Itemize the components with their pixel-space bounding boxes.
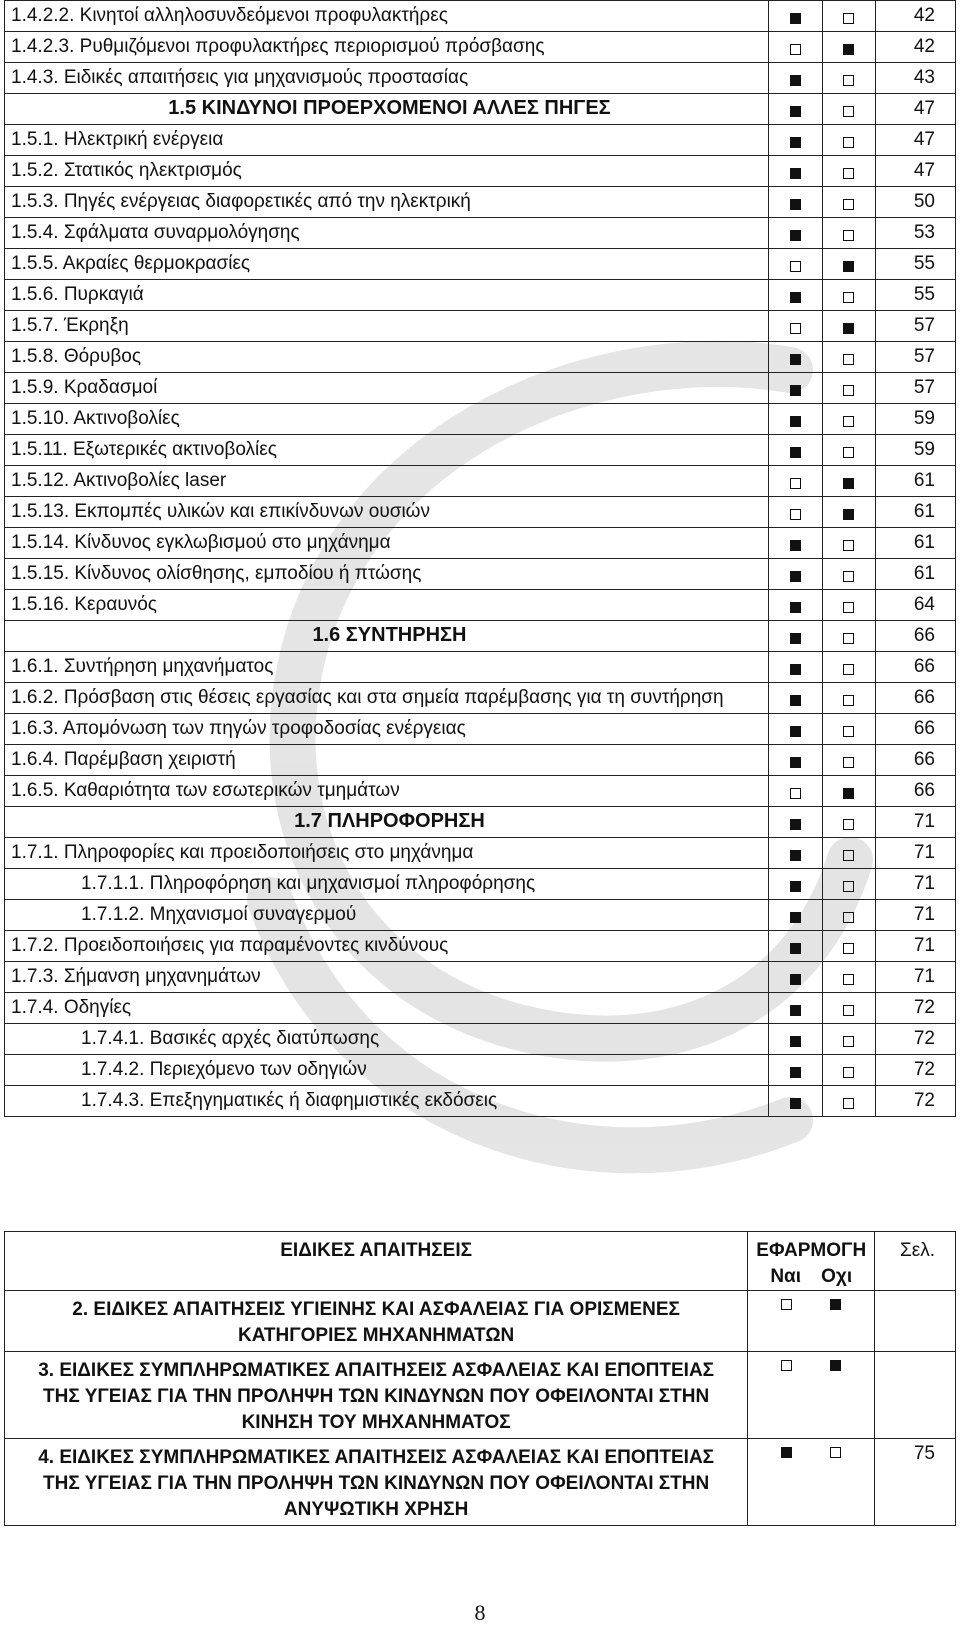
checked-box-icon	[843, 478, 854, 489]
toc-no-cell	[822, 156, 876, 187]
empty-box-icon	[790, 261, 801, 272]
toc-yes-cell	[768, 838, 822, 869]
toc-no-cell	[822, 1024, 876, 1055]
toc-row	[5, 1, 956, 32]
toc-yes-cell	[768, 1055, 822, 1086]
toc-no-cell	[822, 280, 876, 311]
toc-item-text: 1.7.4. Οδηγίες	[5, 993, 769, 1024]
toc-yes-cell	[768, 156, 822, 187]
toc-page-number: 57	[876, 373, 956, 404]
toc-item-text: 1.4.2.3. Ρυθμιζόμενοι προφυλακτήρες περιορισμού πρόσβασης	[5, 32, 769, 63]
empty-box-icon	[843, 695, 854, 706]
toc-item-text: 1.5.5. Ακραίες θερμοκρασίες	[5, 249, 769, 280]
toc-page-number: 66	[876, 714, 956, 745]
empty-box-icon	[843, 540, 854, 551]
checked-box-icon	[790, 602, 801, 613]
toc-item-text: 1.5.10. Ακτινοβολίες	[5, 404, 769, 435]
special-page-number	[875, 1352, 956, 1439]
checked-box-icon	[830, 1299, 841, 1310]
toc-no-cell	[822, 745, 876, 776]
toc-no-cell	[822, 683, 876, 714]
toc-yes-cell	[768, 373, 822, 404]
toc-no-cell	[822, 218, 876, 249]
toc-row	[5, 714, 956, 745]
toc-page-number: 55	[876, 249, 956, 280]
toc-row	[5, 1055, 956, 1086]
checked-box-icon	[790, 1005, 801, 1016]
toc-item-text: 1.7.4.3. Επεξηγηματικές ή διαφημιστικές εκδόσεις	[5, 1086, 769, 1117]
toc-item-text: 1.5.7. Έκρηξη	[5, 311, 769, 342]
special-requirements-table	[4, 1231, 956, 1526]
toc-item-text: 1.5.14. Κίνδυνος εγκλωβισμού στο μηχάνημα	[5, 528, 769, 559]
toc-row	[5, 776, 956, 807]
toc-no-cell	[822, 466, 876, 497]
checked-box-icon	[790, 819, 801, 830]
toc-yes-cell	[768, 1, 822, 32]
toc-page-number: 71	[876, 838, 956, 869]
toc-yes-cell	[768, 807, 822, 838]
toc-row	[5, 94, 956, 125]
checked-box-icon	[790, 850, 801, 861]
toc-no-cell	[822, 559, 876, 590]
toc-page-number: 47	[876, 125, 956, 156]
checked-box-icon	[843, 261, 854, 272]
toc-page-number: 61	[876, 559, 956, 590]
toc-row	[5, 63, 956, 94]
toc-page-number: 47	[876, 94, 956, 125]
toc-row	[5, 466, 956, 497]
toc-item-text: 1.5.2. Στατικός ηλεκτρισμός	[5, 156, 769, 187]
empty-box-icon	[843, 602, 854, 613]
checked-box-icon	[790, 168, 801, 179]
toc-item-text: 1.5.3. Πηγές ενέργειας διαφορετικές από την ηλεκτρική	[5, 187, 769, 218]
toc-row	[5, 745, 956, 776]
toc-no-cell	[822, 94, 876, 125]
empty-box-icon	[843, 447, 854, 458]
checked-box-icon	[830, 1360, 841, 1371]
empty-box-icon	[830, 1447, 841, 1458]
toc-item-text: 1.6.3. Απομόνωση των πηγών τροφοδοσίας ενέργειας	[5, 714, 769, 745]
toc-yes-cell	[768, 1024, 822, 1055]
checked-box-icon	[843, 323, 854, 334]
toc-yes-cell	[768, 497, 822, 528]
toc-no-cell	[822, 125, 876, 156]
empty-box-icon	[843, 292, 854, 303]
empty-box-icon	[790, 788, 801, 799]
toc-row	[5, 683, 956, 714]
toc-no-cell	[822, 1086, 876, 1117]
empty-box-icon	[790, 509, 801, 520]
special-page-number	[875, 1291, 956, 1352]
toc-yes-cell	[768, 993, 822, 1024]
toc-yes-cell	[768, 621, 822, 652]
empty-box-icon	[843, 633, 854, 644]
special-item-text: 4. ΕΙΔΙΚΕΣ ΣΥΜΠΛΗΡΩΜΑΤΙΚΕΣ ΑΠΑΙΤΗΣΕΙΣ ΑΣΦΑΛΕΙΑΣ ΚΑΙ ΕΠΟΠΤΕΙΑΣ ΤΗΣ ΥΓΕΙΑΣ ΓΙΑ ΤΗΝ ΠΡΟΛΗΨΗ ΤΩΝ ΚΙΝΔΥΝΩΝ ΠΟΥ ΟΦΕΙΛΟΝΤΑΙ ΣΤΗΝ ΑΝΥΨΩΤΙΚΗ ΧΡΗΣΗ	[5, 1439, 748, 1526]
toc-item-text: 1.5.12. Ακτινοβολίες laser	[5, 466, 769, 497]
toc-item-text: 1.4.2.2. Κινητοί αλληλοσυνδεόμενοι προφυλακτήρες	[5, 1, 769, 32]
toc-yes-cell	[768, 63, 822, 94]
toc-item-text: 1.5.6. Πυρκαγιά	[5, 280, 769, 311]
toc-yes-cell	[768, 1086, 822, 1117]
toc-section-heading: 1.7 ΠΛΗΡΟΦΟΡΗΣΗ	[5, 807, 769, 838]
toc-yes-cell	[768, 342, 822, 373]
toc-yes-cell	[768, 280, 822, 311]
toc-no-cell	[822, 311, 876, 342]
toc-page-number: 55	[876, 280, 956, 311]
empty-box-icon	[843, 137, 854, 148]
toc-yes-cell	[768, 528, 822, 559]
toc-item-text: 1.6.1. Συντήρηση μηχανήματος	[5, 652, 769, 683]
empty-box-icon	[843, 385, 854, 396]
toc-row	[5, 125, 956, 156]
toc-yes-cell	[768, 590, 822, 621]
checked-box-icon	[790, 540, 801, 551]
empty-box-icon	[843, 230, 854, 241]
empty-box-icon	[843, 416, 854, 427]
checked-box-icon	[781, 1447, 792, 1458]
toc-page-number: 53	[876, 218, 956, 249]
toc-item-text: 1.5.4. Σφάλματα συναρμολόγησης	[5, 218, 769, 249]
special-header-applies	[748, 1232, 875, 1291]
toc-row	[5, 218, 956, 249]
toc-page-number: 72	[876, 1055, 956, 1086]
toc-page-number: 61	[876, 497, 956, 528]
toc-no-cell	[822, 1055, 876, 1086]
toc-yes-cell	[768, 931, 822, 962]
special-row	[5, 1352, 956, 1439]
checked-box-icon	[790, 912, 801, 923]
empty-box-icon	[843, 974, 854, 985]
toc-page-number: 50	[876, 187, 956, 218]
yes-label: Ναι	[770, 1266, 802, 1287]
checked-box-icon	[790, 230, 801, 241]
empty-box-icon	[843, 757, 854, 768]
toc-yes-cell	[768, 559, 822, 590]
toc-row	[5, 32, 956, 63]
checked-box-icon	[790, 354, 801, 365]
toc-yes-cell	[768, 776, 822, 807]
toc-row	[5, 962, 956, 993]
empty-box-icon	[843, 1067, 854, 1078]
toc-row	[5, 404, 956, 435]
toc-page-number: 71	[876, 931, 956, 962]
checked-box-icon	[790, 943, 801, 954]
toc-page-number: 64	[876, 590, 956, 621]
empty-box-icon	[843, 168, 854, 179]
toc-row	[5, 1024, 956, 1055]
toc-page-number: 47	[876, 156, 956, 187]
toc-page-number: 57	[876, 311, 956, 342]
toc-page-number: 43	[876, 63, 956, 94]
toc-page-number: 66	[876, 776, 956, 807]
toc-no-cell	[822, 621, 876, 652]
toc-no-cell	[822, 962, 876, 993]
checked-box-icon	[790, 974, 801, 985]
toc-item-text: 1.5.1. Ηλεκτρική ενέργεια	[5, 125, 769, 156]
toc-no-cell	[822, 1, 876, 32]
toc-row	[5, 993, 956, 1024]
toc-yes-cell	[768, 218, 822, 249]
empty-box-icon	[843, 726, 854, 737]
checked-box-icon	[790, 1036, 801, 1047]
empty-box-icon	[843, 1005, 854, 1016]
checked-box-icon	[790, 106, 801, 117]
toc-item-text: 1.6.4. Παρέμβαση χειριστή	[5, 745, 769, 776]
checked-box-icon	[790, 416, 801, 427]
toc-row	[5, 1086, 956, 1117]
empty-box-icon	[843, 943, 854, 954]
empty-box-icon	[843, 1036, 854, 1047]
checked-box-icon	[843, 509, 854, 520]
toc-row	[5, 373, 956, 404]
toc-row	[5, 869, 956, 900]
toc-yes-cell	[768, 466, 822, 497]
toc-item-text: 1.7.1.1. Πληροφόρηση και μηχανισμοί πληροφόρησης	[5, 869, 769, 900]
empty-box-icon	[843, 571, 854, 582]
toc-page-number: 61	[876, 466, 956, 497]
toc-no-cell	[822, 714, 876, 745]
toc-item-text: 1.7.3. Σήμανση μηχανημάτων	[5, 962, 769, 993]
toc-page-number: 61	[876, 528, 956, 559]
toc-item-text: 1.5.13. Εκπομπές υλικών και επικίνδυνων ουσιών	[5, 497, 769, 528]
checked-box-icon	[790, 664, 801, 675]
toc-yes-cell	[768, 404, 822, 435]
toc-no-cell	[822, 435, 876, 466]
toc-page-number: 71	[876, 869, 956, 900]
toc-row	[5, 621, 956, 652]
toc-body	[5, 1, 956, 1117]
no-label: Οχι	[821, 1266, 853, 1287]
toc-row	[5, 342, 956, 373]
empty-box-icon	[843, 912, 854, 923]
checked-box-icon	[790, 199, 801, 210]
special-item-text: 2. ΕΙΔΙΚΕΣ ΑΠΑΙΤΗΣΕΙΣ ΥΓΙΕΙΝΗΣ ΚΑΙ ΑΣΦΑΛΕΙΑΣ ΓΙΑ ΟΡΙΣΜΕΝΕΣ ΚΑΤΗΓΟΡΙΕΣ ΜΗΧΑΝΗΜΑΤΩΝ	[5, 1291, 748, 1352]
toc-row	[5, 497, 956, 528]
checked-box-icon	[790, 292, 801, 303]
toc-row	[5, 931, 956, 962]
toc-row	[5, 280, 956, 311]
toc-page-number: 71	[876, 900, 956, 931]
toc-item-text: 1.5.15. Κίνδυνος ολίσθησης, εμποδίου ή πτώσης	[5, 559, 769, 590]
empty-box-icon	[843, 850, 854, 861]
toc-yes-cell	[768, 249, 822, 280]
toc-page-number: 66	[876, 683, 956, 714]
empty-box-icon	[843, 819, 854, 830]
checked-box-icon	[790, 75, 801, 86]
toc-page-number: 42	[876, 1, 956, 32]
empty-box-icon	[843, 75, 854, 86]
toc-row	[5, 559, 956, 590]
toc-item-text: 1.7.1. Πληροφορίες και προειδοποιήσεις στο μηχάνημα	[5, 838, 769, 869]
toc-item-text: 1.7.1.2. Μηχανισμοί συναγερμού	[5, 900, 769, 931]
toc-section-heading: 1.5 ΚΙΝΔΥΝΟΙ ΠΡΟΕΡΧΟΜΕΝΟΙ ΑΛΛΕΣ ΠΗΓΕΣ	[5, 94, 769, 125]
toc-row	[5, 156, 956, 187]
empty-box-icon	[790, 323, 801, 334]
toc-page-number: 71	[876, 807, 956, 838]
toc-yes-cell	[768, 32, 822, 63]
toc-row	[5, 311, 956, 342]
toc-row	[5, 900, 956, 931]
toc-no-cell	[822, 838, 876, 869]
empty-box-icon	[781, 1360, 792, 1371]
toc-yes-cell	[768, 869, 822, 900]
empty-box-icon	[843, 354, 854, 365]
toc-page-number: 71	[876, 962, 956, 993]
toc-yes-cell	[768, 900, 822, 931]
toc-no-cell	[822, 342, 876, 373]
toc-item-text: 1.5.8. Θόρυβος	[5, 342, 769, 373]
toc-page-number: 72	[876, 993, 956, 1024]
toc-no-cell	[822, 63, 876, 94]
toc-page-number: 59	[876, 435, 956, 466]
toc-row	[5, 528, 956, 559]
special-page-number: 75	[875, 1439, 956, 1526]
checked-box-icon	[790, 1067, 801, 1078]
checked-box-icon	[790, 447, 801, 458]
toc-yes-cell	[768, 311, 822, 342]
applies-label: ΕΦΑΡΜΟΓΗ	[756, 1240, 867, 1261]
toc-no-cell	[822, 807, 876, 838]
toc-yes-cell	[768, 683, 822, 714]
special-header-title: ΕΙΔΙΚΕΣ ΑΠΑΙΤΗΣΕΙΣ	[5, 1232, 748, 1291]
special-applies-cell	[748, 1352, 875, 1439]
special-applies-cell	[748, 1291, 875, 1352]
toc-row	[5, 838, 956, 869]
toc-no-cell	[822, 249, 876, 280]
checked-box-icon	[790, 633, 801, 644]
toc-yes-cell	[768, 745, 822, 776]
special-header-page: Σελ.	[875, 1232, 956, 1291]
empty-box-icon	[843, 664, 854, 675]
toc-yes-cell	[768, 714, 822, 745]
checked-box-icon	[790, 13, 801, 24]
toc-yes-cell	[768, 962, 822, 993]
checked-box-icon	[790, 757, 801, 768]
checked-box-icon	[843, 788, 854, 799]
empty-box-icon	[781, 1299, 792, 1310]
toc-item-text: 1.7.4.1. Βασικές αρχές διατύπωσης	[5, 1024, 769, 1055]
toc-no-cell	[822, 993, 876, 1024]
toc-page-number: 66	[876, 652, 956, 683]
toc-page-number: 59	[876, 404, 956, 435]
empty-box-icon	[790, 44, 801, 55]
checked-box-icon	[843, 44, 854, 55]
toc-yes-cell	[768, 94, 822, 125]
toc-row	[5, 435, 956, 466]
toc-item-text: 1.5.11. Εξωτερικές ακτινοβολίες	[5, 435, 769, 466]
special-body	[5, 1232, 956, 1526]
toc-table	[4, 0, 956, 1117]
toc-no-cell	[822, 652, 876, 683]
toc-no-cell	[822, 497, 876, 528]
empty-box-icon	[843, 199, 854, 210]
toc-page-number: 42	[876, 32, 956, 63]
empty-box-icon	[843, 13, 854, 24]
toc-page-number: 66	[876, 745, 956, 776]
toc-row	[5, 807, 956, 838]
special-applies-cell	[748, 1439, 875, 1526]
toc-item-text: 1.6.5. Καθαριότητα των εσωτερικών τμημάτων	[5, 776, 769, 807]
toc-item-text: 1.4.3. Ειδικές απαιτήσεις για μηχανισμούς προστασίας	[5, 63, 769, 94]
toc-item-text: 1.5.9. Κραδασμοί	[5, 373, 769, 404]
toc-no-cell	[822, 187, 876, 218]
toc-no-cell	[822, 528, 876, 559]
page-number: 8	[474, 1600, 486, 1625]
empty-box-icon	[843, 881, 854, 892]
toc-page-number: 72	[876, 1086, 956, 1117]
toc-item-text: 1.7.2. Προειδοποιήσεις για παραμένοντες κινδύνους	[5, 931, 769, 962]
toc-no-cell	[822, 404, 876, 435]
toc-row	[5, 652, 956, 683]
toc-section-heading: 1.6 ΣΥΝΤΗΡΗΣΗ	[5, 621, 769, 652]
toc-item-text: 1.5.16. Κεραυνός	[5, 590, 769, 621]
toc-no-cell	[822, 373, 876, 404]
toc-no-cell	[822, 776, 876, 807]
toc-no-cell	[822, 590, 876, 621]
toc-yes-cell	[768, 187, 822, 218]
checked-box-icon	[790, 881, 801, 892]
special-header-row	[5, 1232, 956, 1291]
special-item-text: 3. ΕΙΔΙΚΕΣ ΣΥΜΠΛΗΡΩΜΑΤΙΚΕΣ ΑΠΑΙΤΗΣΕΙΣ ΑΣΦΑΛΕΙΑΣ ΚΑΙ ΕΠΟΠΤΕΙΑΣ ΤΗΣ ΥΓΕΙΑΣ ΓΙΑ ΤΗΝ ΠΡΟΛΗΨΗ ΤΩΝ ΚΙΝΔΥΝΩΝ ΠΟΥ ΟΦΕΙΛΟΝΤΑΙ ΣΤΗΝ ΚΙΝΗΣΗ ΤΟΥ ΜΗΧΑΝΗΜΑΤΟΣ	[5, 1352, 748, 1439]
toc-page-number: 72	[876, 1024, 956, 1055]
empty-box-icon	[790, 478, 801, 489]
checked-box-icon	[790, 726, 801, 737]
toc-row	[5, 590, 956, 621]
toc-page-number: 66	[876, 621, 956, 652]
checked-box-icon	[790, 137, 801, 148]
checked-box-icon	[790, 571, 801, 582]
checked-box-icon	[790, 1098, 801, 1109]
checked-box-icon	[790, 385, 801, 396]
special-row	[5, 1291, 956, 1352]
toc-row	[5, 249, 956, 280]
toc-no-cell	[822, 900, 876, 931]
toc-yes-cell	[768, 435, 822, 466]
toc-no-cell	[822, 869, 876, 900]
toc-row	[5, 187, 956, 218]
toc-no-cell	[822, 32, 876, 63]
toc-yes-cell	[768, 125, 822, 156]
special-row	[5, 1439, 956, 1526]
toc-page-number: 57	[876, 342, 956, 373]
toc-yes-cell	[768, 652, 822, 683]
empty-box-icon	[843, 106, 854, 117]
toc-no-cell	[822, 931, 876, 962]
checked-box-icon	[790, 695, 801, 706]
toc-item-text: 1.6.2. Πρόσβαση στις θέσεις εργασίας και στα σημεία παρέμβασης για τη συντήρηση	[5, 683, 769, 714]
toc-item-text: 1.7.4.2. Περιεχόμενο των οδηγιών	[5, 1055, 769, 1086]
empty-box-icon	[843, 1098, 854, 1109]
